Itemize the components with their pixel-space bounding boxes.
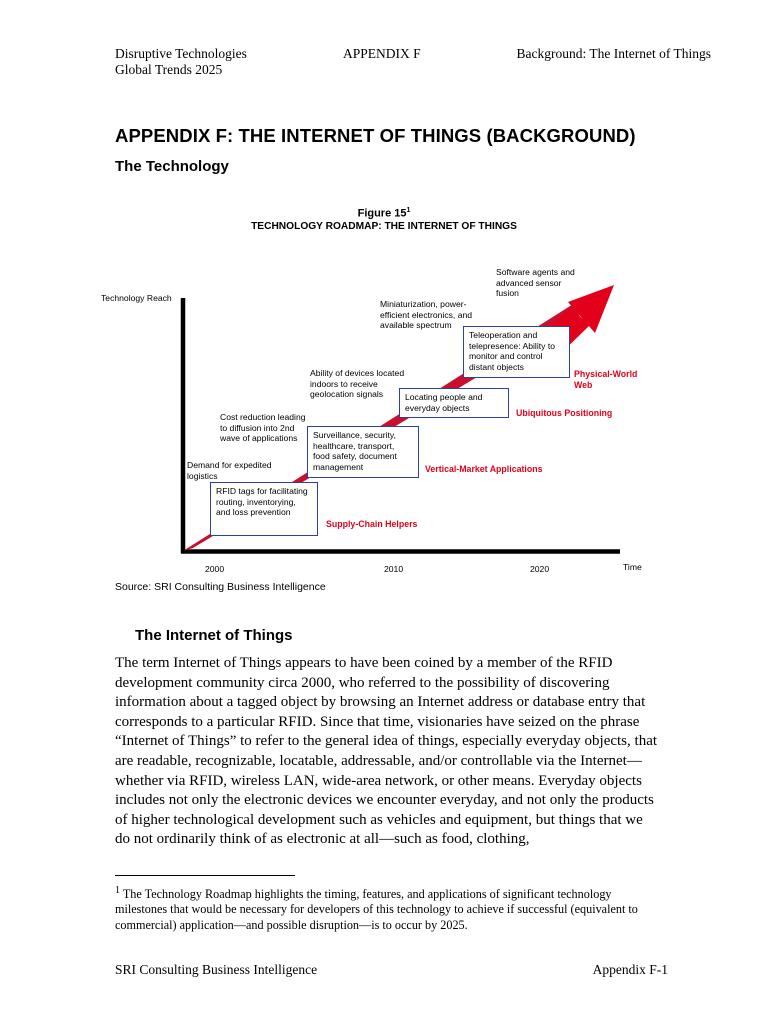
figure-source: Source: SRI Consulting Business Intelligence	[115, 581, 326, 593]
header-center: APPENDIX F	[343, 46, 421, 61]
x-tick-2020: 2020	[530, 564, 550, 574]
x-axis-label: Time	[623, 562, 642, 572]
header-right: Background: The Internet of Things	[516, 46, 711, 61]
milestone-surveillance: Surveillance, security, healthcare, transport, food safety, document management	[307, 426, 419, 478]
phase-vertical-market: Vertical-Market Applications	[425, 464, 543, 474]
footnote	[115, 883, 660, 933]
body-paragraph: The term Internet of Things appears to have been coined by a member of the RFID development community circa 2000, who referred to the possibility of discovering information about a tagged object by browsing an Internet address or database entry that corresponds to a particular RFID. Since that time, visionaries have seized on the phrase “Internet of Things” to refer to the general idea of things, especially everyday objects, that are readable, recognizable, locatable, addressable, and/or controllable via the Internet—whether via RFID, wireless LAN, wide-area network, or other means. Everyday objects includes not only the electronic devices we encounter everyday, and not only the products of higher technological development such as vehicles and equipment, but things that we do not ordinarily think of as electronic at all—such as food, clothing,	[115, 655, 658, 848]
driver-demand-logistics: Demand for expedited logistics	[187, 460, 272, 481]
footnote-marker: 1	[115, 885, 120, 896]
footnote-divider	[115, 875, 295, 876]
milestone-rfid-tags: RFID tags for facilitating routing, inventorying, and loss prevention	[210, 482, 318, 536]
phase-supply-chain: Supply-Chain Helpers	[326, 519, 418, 529]
x-tick-2000: 2000	[205, 564, 225, 574]
y-axis-label: Technology Reach	[101, 293, 172, 303]
header-left-line1: Disruptive Technologies	[115, 46, 247, 61]
header-left-line2: Global Trends 2025	[115, 62, 223, 77]
figure-number: Figure $15^1$	[357, 207, 411, 220]
phase-physical-world-web: Physical-World Web	[574, 369, 638, 390]
figure-title: TECHNOLOGY ROADMAP: THE INTERNET OF THINGS	[251, 221, 517, 232]
x-tick-2010: 2010	[384, 564, 404, 574]
milestone-locating-people: Locating people and everyday objects	[399, 388, 509, 418]
footnote-text: The Technology Roadmap highlights the timing, features, and applications of significant technology milestones that would be necessary for developers of this technology to achieve if successful (equivalent to commercial) application—and possible disruption—is to occur by 2025.	[115, 887, 638, 932]
milestone-teleoperation: Teleoperation and telepresence: Ability to monitor and control distant objects	[463, 326, 570, 378]
driver-cost-reduction: Cost reduction leading to diffusion into 2nd wave of applications	[220, 412, 306, 443]
footer-right: Appendix F-1	[592, 962, 668, 977]
driver-indoor-geolocation: Ability of devices located indoors to receive geolocation signals	[310, 368, 405, 399]
section-heading-technology: The Technology	[115, 158, 229, 175]
phase-ubiquitous-positioning: Ubiquitous Positioning	[516, 408, 613, 418]
section-heading-iot: The Internet of Things	[135, 627, 293, 644]
footer-left: SRI Consulting Business Intelligence	[115, 962, 318, 977]
page-title: APPENDIX F: THE INTERNET OF THINGS (BACKGROUND)	[115, 125, 636, 146]
body-text	[115, 654, 660, 850]
driver-miniaturization: Miniaturization, power-efficient electronics, and available spectrum	[380, 299, 473, 330]
figure-footnote-ref: 1	[406, 207, 411, 214]
driver-software-agents: Software agents and advanced sensor fusion	[496, 267, 575, 298]
